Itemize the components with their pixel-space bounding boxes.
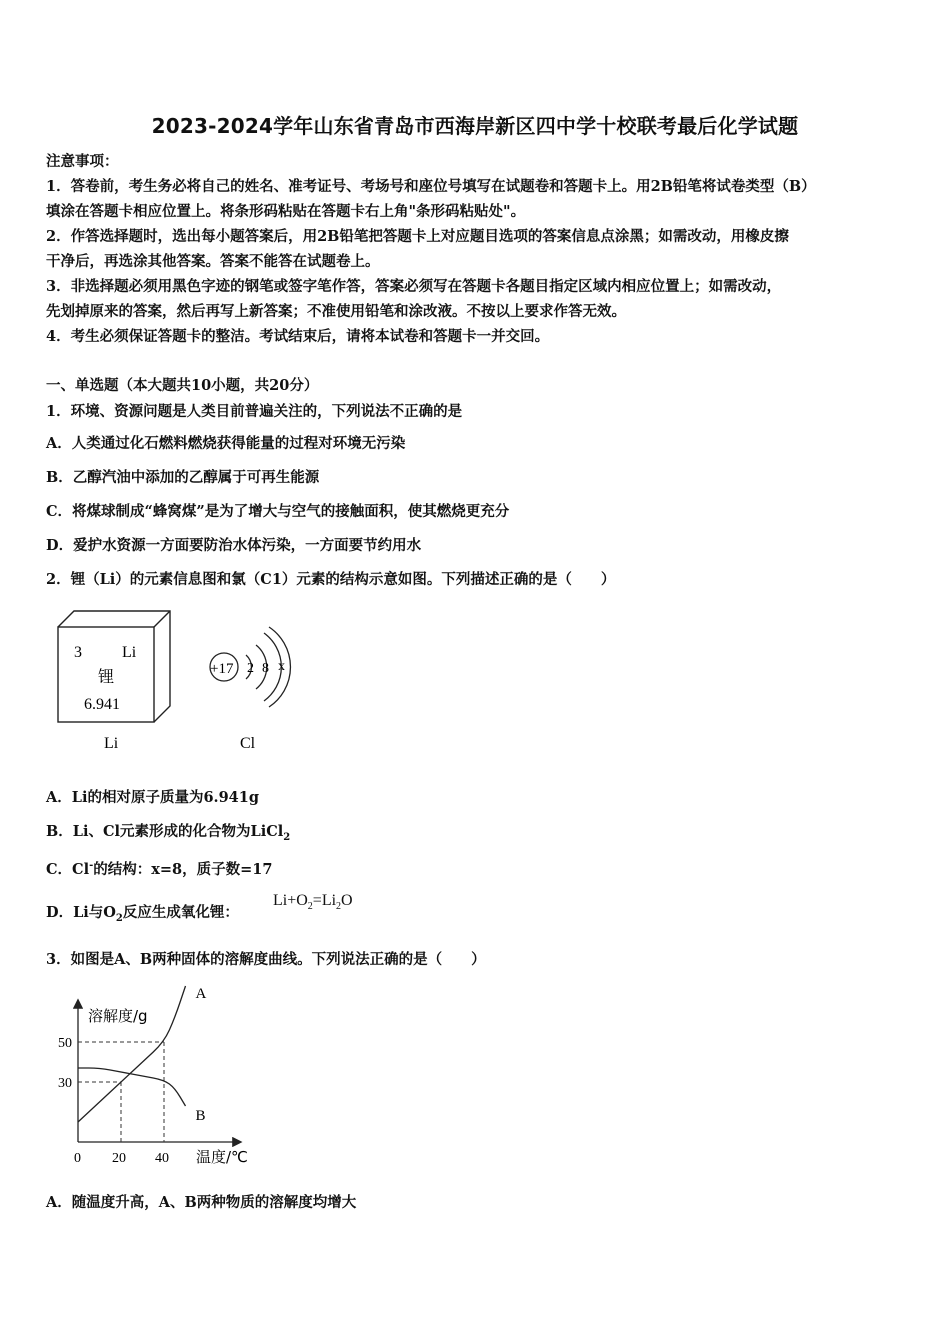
reaction-formula: $Li+O_2=Li_2O$ [273, 892, 353, 913]
atomic-mass: 6.941 [84, 696, 120, 713]
question-2-option-b: B．Li、Cl元素形成的化合物为LiCl$_2$ [46, 823, 291, 843]
notice-line: 干净后，再选涂其他答案。答案不能答在试题卷上。 [46, 253, 380, 270]
question-2-option-c: C．Cl-的结构：x=8，质子数=17 [46, 860, 273, 878]
question-1-option-d: D．爱护水资源一方面要防治水体污染，一方面要节约用水 [46, 537, 422, 554]
solubility-chart [46, 986, 261, 1175]
notice-line: 4．考生必须保证答题卡的整洁。考试结束后，请将本试卷和答题卡一并交回。 [46, 328, 550, 345]
element-name: 锂 [98, 669, 115, 686]
question-1-stem: 1．环境、资源问题是人类目前普遍关注的，下列说法不正确的是 [46, 403, 463, 420]
x-tick-label: 20 [112, 1151, 126, 1166]
y-axis-label: 溶解度/g [88, 1007, 148, 1025]
notice-heading: 注意事项： [46, 153, 119, 170]
question-3-stem: 3．如图是A、B两种固体的溶解度曲线。下列说法正确的是（ ） [46, 951, 486, 968]
shell-1-electrons: 2 [247, 661, 254, 676]
curve-label-A: A [195, 986, 207, 1002]
question-2-stem: 2．锂（Li）的元素信息图和氯（C1）元素的结构示意如图。下列描述正确的是（ ） [46, 571, 616, 588]
notice-line: 3．非选择题必须用黑色字迹的钢笔或签字笔作答，答案必须写在答题卡各题目指定区域内相应位置上；如需改动， [46, 278, 782, 295]
chlorine-caption: Cl [240, 735, 256, 752]
y-tick-label: 50 [58, 1036, 72, 1051]
question-2-option-d: D．Li与$O_2$反应生成氧化锂： [46, 904, 239, 924]
x-axis-label: 温度/℃ [196, 1148, 248, 1166]
curve-label-B: B [195, 1108, 206, 1124]
y-tick-label: 30 [58, 1076, 72, 1091]
question-1-option-c: C．将煤球制成“蜂窝煤”是为了增大与空气的接触面积，使其燃烧更充分 [46, 503, 510, 520]
x-tick-label: 0 [74, 1151, 81, 1166]
question-2-option-a: A．Li的相对原子质量为6.941g [46, 789, 259, 806]
atomic-number: 3 [74, 644, 82, 661]
shell-3-electrons: x [278, 659, 285, 674]
shell-2-electrons: 8 [262, 661, 269, 676]
notice-line: 1．答卷前，考生务必将自己的姓名、准考证号、考场号和座位号填写在试题卷和答题卡上。用2B铅笔将试卷类型（B） [46, 178, 816, 195]
section-heading: 一、单选题（本大题共10小题，共20分） [46, 377, 319, 394]
notice-line: 填涂在答题卡相应位置上。将条形码粘贴在答题卡右上角"条形码粘贴处"。 [46, 203, 526, 220]
curve-B [78, 1068, 186, 1106]
question-3-option-a: A．随温度升高，A、B两种物质的溶解度均增大 [46, 1194, 357, 1211]
question-1-option-b: B．乙醇汽油中添加的乙醇属于可再生能源 [46, 469, 320, 486]
notice-line: 2．作答选择题时，选出每小题答案后，用2B铅笔把答题卡上对应题目选项的答案信息点涂黑；如需改动，用橡皮擦 [46, 228, 789, 245]
lithium-caption: Li [104, 735, 119, 752]
element-figure [50, 605, 310, 755]
nucleus-charge: +17 [210, 661, 234, 677]
x-tick-label: 40 [155, 1151, 169, 1166]
question-1-option-a: A．人类通过化石燃料燃烧获得能量的过程对环境无污染 [46, 435, 406, 452]
notice-line: 先划掉原来的答案，然后再写上新答案；不准使用铅笔和涂改液。不按以上要求作答无效。 [46, 303, 626, 320]
page-title: 2023-2024学年山东省青岛市西海岸新区四中学十校联考最后化学试题 [151, 114, 799, 138]
element-symbol: Li [122, 644, 137, 661]
